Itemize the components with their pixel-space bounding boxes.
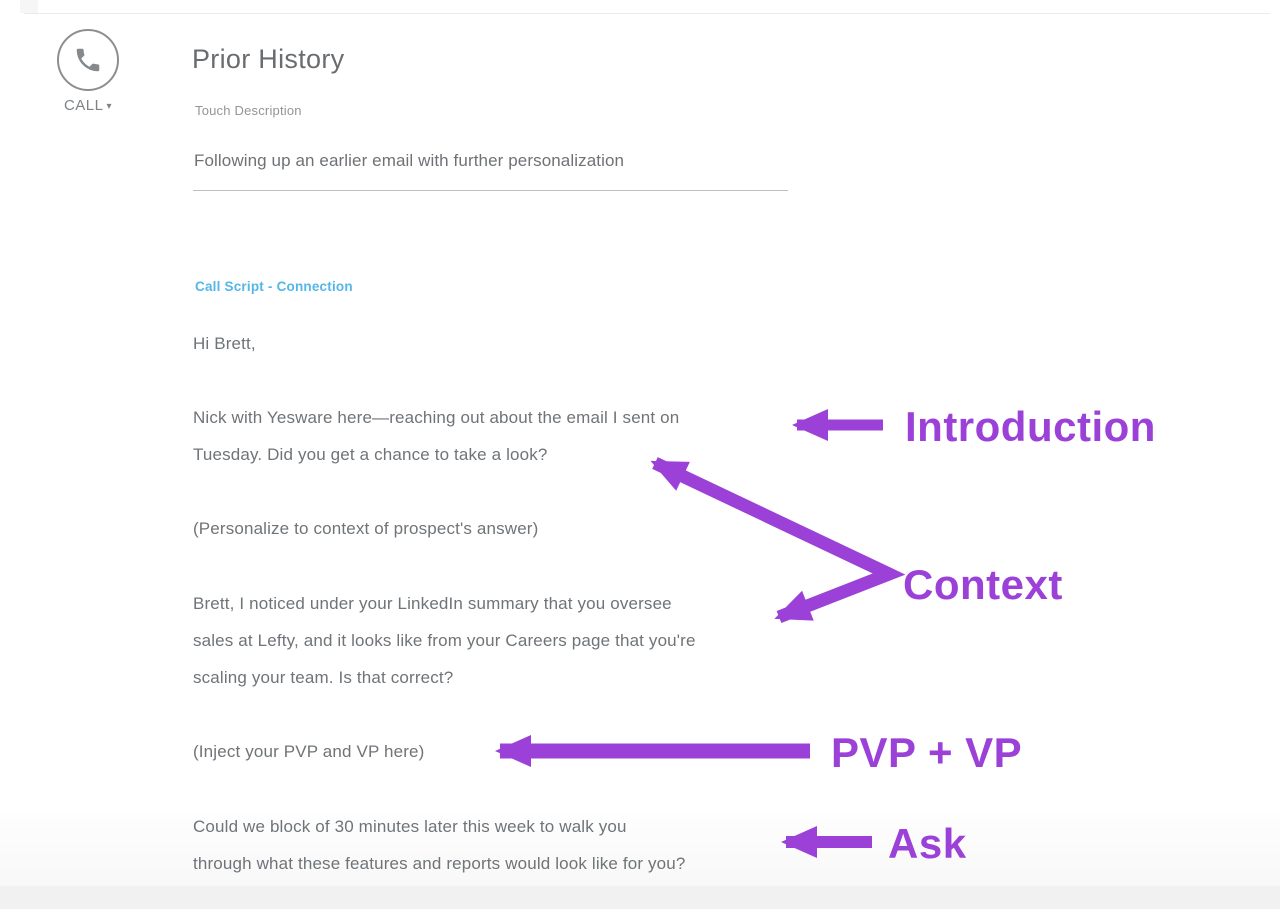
call-script-link[interactable]: Call Script - Connection: [195, 279, 353, 294]
call-type-dropdown[interactable]: [47, 97, 129, 114]
script-line: Tuesday. Did you get a chance to take a look?: [193, 445, 548, 464]
call-type-label: CALL: [63, 97, 104, 114]
annotation-introduction: Introduction: [905, 403, 1156, 450]
page-title: Prior History: [192, 44, 345, 74]
script-line: (Personalize to context of prospect's answer): [193, 519, 539, 538]
bottom-footer-strip: [0, 886, 1280, 909]
touch-description-input[interactable]: Following up an earlier email with further personalization: [194, 151, 625, 170]
context-arrow: [655, 463, 889, 617]
phone-icon: [73, 45, 103, 75]
script-line: sales at Lefty, and it looks like from your Careers page that you're: [193, 631, 696, 650]
chevron-down-icon: ▾: [106, 101, 113, 112]
script-line: Brett, I noticed under your LinkedIn summary that you oversee: [193, 594, 672, 613]
script-line: scaling your team. Is that correct?: [193, 668, 454, 687]
annotation-pvp-vp: PVP + VP: [831, 729, 1023, 776]
top-divider: [24, 13, 1270, 14]
call-type-button[interactable]: [57, 29, 119, 91]
annotation-ask: Ask: [888, 820, 967, 867]
script-line: Nick with Yesware here—reaching out about the email I sent on: [193, 408, 680, 427]
top-notch: [20, 0, 38, 13]
annotation-context: Context: [903, 561, 1063, 608]
script-line: Could we block of 30 minutes later this week to walk you: [193, 817, 627, 836]
touch-description-underline: [193, 190, 788, 191]
touch-description-label: Touch Description: [195, 103, 302, 118]
script-line: through what these features and reports would look like for you?: [193, 854, 686, 873]
script-line: (Inject your PVP and VP here): [193, 742, 425, 761]
bottom-fade-band: [0, 812, 1280, 886]
script-line: Hi Brett,: [193, 334, 256, 353]
